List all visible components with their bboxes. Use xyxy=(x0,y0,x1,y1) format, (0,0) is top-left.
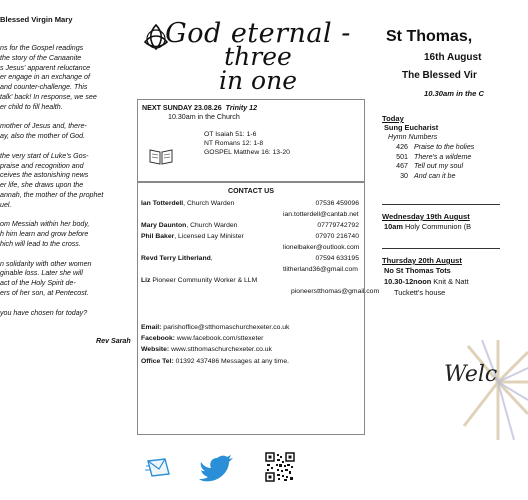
reflection-line: you have chosen for today? xyxy=(0,308,88,317)
hymn-title: Tell out my soul xyxy=(414,162,464,171)
next-sunday-heading xyxy=(142,104,257,112)
info-column xyxy=(137,0,380,500)
contact-email-row xyxy=(141,242,363,253)
reflection-signature: Rev Sarah xyxy=(96,337,131,345)
contact-role: , xyxy=(210,255,213,262)
parish-email-label: Email: xyxy=(141,324,162,331)
parish-email-link[interactable]: parishoffice@stthomaschurchexeter.co.uk xyxy=(163,324,290,331)
reflection-line: ns for the Gospel readings xyxy=(0,44,84,52)
today-service: Sung Eucharist xyxy=(384,123,439,132)
hymn-number: 426 xyxy=(396,143,408,151)
office-label: Office Tel: xyxy=(141,357,174,365)
parish-email-row xyxy=(141,322,289,333)
contact-name: Liz xyxy=(141,277,151,284)
welcome-graphic xyxy=(428,340,528,450)
thursday-text: Knit & Natt xyxy=(431,277,469,286)
reflection-line: ceives the astonishing news xyxy=(0,171,89,180)
reflection-line: h him learn and grow before xyxy=(0,230,89,239)
reflection-text xyxy=(0,44,130,318)
logo-line-3: in one xyxy=(219,66,297,95)
contact-name: Ian Totterdell xyxy=(141,200,184,207)
reflection-line: talk' back! In response, we see xyxy=(0,92,97,101)
facebook-label: Facebook: xyxy=(141,335,175,343)
office-row xyxy=(141,356,289,367)
hymn-item xyxy=(388,172,474,182)
contact-name: Revd Terry Litherland xyxy=(141,255,211,262)
reflection-line xyxy=(0,211,130,221)
contact-row xyxy=(141,220,363,231)
contact-row xyxy=(141,275,363,286)
contact-email-row xyxy=(141,209,363,220)
reflection-line: the story of the Canaanite xyxy=(0,53,82,62)
reflection-line xyxy=(0,113,130,123)
reflection-line xyxy=(0,142,130,152)
twitter-icon[interactable] xyxy=(197,452,241,482)
wednesday-event xyxy=(384,222,471,231)
reflection-line: ers of her son, at Pentecost. xyxy=(0,288,89,297)
reflection-line: ginable loss. Later she will xyxy=(0,269,83,278)
reflection-line: mother of Jesus and, there- xyxy=(0,122,87,131)
reading-gospel: GOSPEL Matthew 16: 13-20 xyxy=(204,149,290,157)
hymn-item xyxy=(388,143,474,153)
reflection-line: om Messiah within her body, xyxy=(0,220,90,229)
contact-box xyxy=(137,181,380,435)
website-row xyxy=(141,344,289,355)
reflection-line: er life, she draws upon the xyxy=(0,181,84,190)
contact-email[interactable]: ian.totterdell@cantab.net xyxy=(283,211,359,218)
hymn-item xyxy=(388,153,474,163)
service-column xyxy=(368,0,500,500)
website-link[interactable]: www.stthomaschurchexeter.co.uk xyxy=(171,346,272,354)
office-phone: 01392 437486 Messages at any time. xyxy=(175,357,289,365)
thursday-line-3: Tuckett's house xyxy=(394,288,446,297)
next-sunday-date: NEXT SUNDAY 23.08.26 xyxy=(142,104,222,112)
hymn-title: Praise to the holies xyxy=(414,143,475,151)
online-contacts xyxy=(141,322,289,367)
contact-row xyxy=(141,231,363,242)
contact-role: , Licensed Lay Minister xyxy=(174,233,244,240)
contact-email[interactable]: tlitherland36@gmail.com xyxy=(283,266,358,273)
reflection-line: er child to fill health. xyxy=(0,102,63,111)
hymn-number: 467 xyxy=(396,162,408,171)
contact-row xyxy=(141,253,363,264)
contact-role: , Church Warden xyxy=(186,222,238,229)
readings-list xyxy=(204,130,290,158)
wednesday-text: Holy Communion (B xyxy=(402,222,472,231)
wednesday-time: 10am xyxy=(384,222,403,231)
next-sunday-trinity: Trinity 12 xyxy=(225,104,258,112)
reflection-line: hich will lead to the cross. xyxy=(0,239,81,248)
feast-title: The Blessed Vir xyxy=(402,70,477,81)
logo-line-2: three xyxy=(224,42,292,71)
contact-name: Mary Daunton xyxy=(141,222,187,229)
welcome-text: Welc xyxy=(444,362,498,387)
contact-email[interactable]: lionelbaker@outlook.com xyxy=(283,244,360,251)
contact-phone: 07594 633195 xyxy=(315,255,359,262)
next-sunday-time: 10.30am in the Church xyxy=(168,113,240,121)
email-icon[interactable] xyxy=(145,454,175,480)
thursday-line-1: No St Thomas Tots xyxy=(384,266,451,275)
reflection-line: and counter-challenge. This xyxy=(0,83,88,92)
hymn-title: And can it be xyxy=(414,171,456,180)
reflection-line: n solidarity with other women xyxy=(0,259,92,268)
logo-line-1: God eternal - xyxy=(165,18,351,49)
open-bible-icon xyxy=(148,146,174,166)
qr-code-icon xyxy=(265,452,295,482)
today-heading: Today xyxy=(382,114,404,123)
hymn-list xyxy=(388,143,474,181)
service-time: 10.30am in the C xyxy=(424,89,484,98)
thursday-event xyxy=(384,277,469,286)
reflection-line xyxy=(0,250,130,260)
church-title: St Thomas, xyxy=(386,28,473,45)
hymn-number: 501 xyxy=(396,152,408,161)
contact-list xyxy=(141,198,380,297)
thursday-heading: Thursday 20th August xyxy=(382,256,462,265)
hymn-title: There's a wildeme xyxy=(414,152,472,161)
contact-name: Phil Baker xyxy=(141,233,175,240)
hymn-numbers-label: Hymn Numbers xyxy=(388,133,438,141)
reflection-heading: Blessed Virgin Mary xyxy=(0,15,73,24)
contact-phone: 07970 216740 xyxy=(315,233,359,240)
reading-nt: NT Romans 12: 1-8 xyxy=(204,140,264,148)
facebook-link[interactable]: www.facebook.com/sttexeter xyxy=(176,335,264,343)
contact-email-row xyxy=(141,286,380,297)
section-divider xyxy=(382,248,500,249)
trinity-logo xyxy=(145,18,357,96)
section-divider xyxy=(382,204,500,205)
contact-heading: CONTACT US xyxy=(228,187,274,195)
sunburst-icon xyxy=(428,340,528,450)
facebook-row xyxy=(141,333,289,344)
reflection-line: ay, also the mother of God. xyxy=(0,132,86,141)
hymn-item xyxy=(388,162,474,172)
contact-phone: 07536 459096 xyxy=(315,200,359,207)
contact-role: , Church Warden xyxy=(183,200,235,207)
reflection-line: act of the Holy Spirit de- xyxy=(0,279,76,288)
reflection-line: s Jesus' apparent reluctance xyxy=(0,63,91,72)
service-date: 16th August xyxy=(424,52,482,63)
contact-role: Pioneer Community Worker & LLM xyxy=(150,277,258,284)
thursday-time: 10.30-12noon xyxy=(384,277,432,286)
contact-row xyxy=(141,198,363,209)
website-label: Website: xyxy=(141,346,170,354)
reflection-line: praise and recognition and xyxy=(0,161,84,170)
reflection-column xyxy=(0,0,135,500)
reflection-line: uel. xyxy=(0,200,12,209)
reflection-line: er engage in an exchange of xyxy=(0,73,90,82)
contact-email-row xyxy=(141,264,363,275)
contact-phone: 07779742792 xyxy=(317,222,359,229)
reflection-line: the very start of Luke's Gos- xyxy=(0,151,89,160)
wednesday-heading: Wednesday 19th August xyxy=(382,212,470,221)
contact-email[interactable]: pioneerstthomas@gmail.com xyxy=(291,288,380,295)
reflection-line: annah, the mother of the prophet xyxy=(0,190,104,199)
next-sunday-box xyxy=(137,99,365,183)
reading-ot: OT Isaiah 51: 1-6 xyxy=(204,131,257,138)
hymn-number: 30 xyxy=(400,171,408,180)
reflection-line xyxy=(0,299,130,309)
